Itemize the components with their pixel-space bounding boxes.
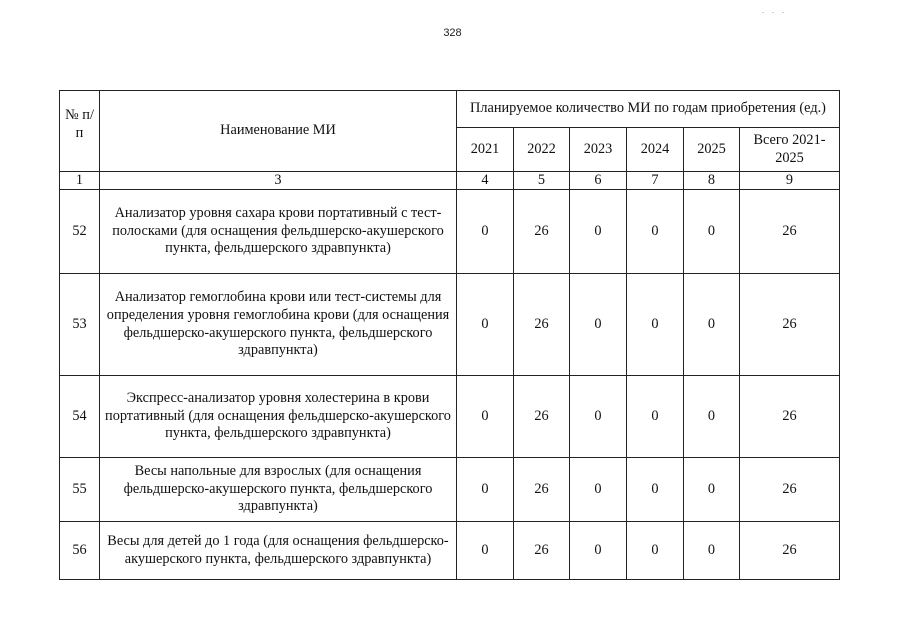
row-value-2021: 0 bbox=[457, 190, 514, 274]
table-row bbox=[60, 458, 840, 522]
column-number: 9 bbox=[740, 172, 840, 190]
row-value-2023: 0 bbox=[570, 522, 627, 580]
row-value-2023: 0 bbox=[570, 458, 627, 522]
row-item-name: Весы для детей до 1 года (для оснащения фельдшерско-акушерского пункта, фельдшерского здравпункта) bbox=[100, 522, 457, 580]
header-year-2021: 2021 bbox=[457, 128, 514, 172]
column-number: 4 bbox=[457, 172, 514, 190]
header-year-2023: 2023 bbox=[570, 128, 627, 172]
column-number: 1 bbox=[60, 172, 100, 190]
header-number: № п/п bbox=[60, 91, 100, 172]
row-value-2022: 26 bbox=[514, 274, 570, 376]
row-value-2022: 26 bbox=[514, 522, 570, 580]
equipment-table bbox=[59, 90, 840, 580]
column-number: 3 bbox=[100, 172, 457, 190]
row-value-2022: 26 bbox=[514, 190, 570, 274]
row-value-2024: 0 bbox=[627, 522, 684, 580]
header-year-2022: 2022 bbox=[514, 128, 570, 172]
page-number: 328 bbox=[443, 27, 462, 39]
table-row bbox=[60, 522, 840, 580]
column-number: 5 bbox=[514, 172, 570, 190]
row-value-2022: 26 bbox=[514, 376, 570, 458]
row-number: 56 bbox=[60, 522, 100, 580]
row-total: 26 bbox=[740, 376, 840, 458]
table-row bbox=[60, 376, 840, 458]
row-value-2021: 0 bbox=[457, 522, 514, 580]
column-number: 8 bbox=[684, 172, 740, 190]
row-value-2025: 0 bbox=[684, 376, 740, 458]
table-row bbox=[60, 190, 840, 274]
row-value-2022: 26 bbox=[514, 458, 570, 522]
row-total: 26 bbox=[740, 274, 840, 376]
row-item-name: Анализатор уровня сахара крови портативный с тест-полосками (для оснащения фельдшерско-акушерского пункта, фельдшерского здравпункта) bbox=[100, 190, 457, 274]
row-value-2025: 0 bbox=[684, 458, 740, 522]
column-numbers-row bbox=[60, 172, 840, 190]
row-item-name: Весы напольные для взрослых (для оснащения фельдшерско-акушерского пункта, фельдшерского здравпункта) bbox=[100, 458, 457, 522]
row-number: 54 bbox=[60, 376, 100, 458]
header-planned-quantity: Планируемое количество МИ по годам приобретения (ед.) bbox=[457, 91, 840, 128]
row-item-name: Анализатор гемоглобина крови или тест-системы для определения уровня гемоглобина крови (для оснащения фельдшерско-акушерского пункта, фельдшерского здравпункта) bbox=[100, 274, 457, 376]
header-name: Наименование МИ bbox=[100, 91, 457, 172]
row-value-2023: 0 bbox=[570, 190, 627, 274]
column-number: 6 bbox=[570, 172, 627, 190]
row-value-2023: 0 bbox=[570, 376, 627, 458]
row-value-2021: 0 bbox=[457, 458, 514, 522]
row-value-2025: 0 bbox=[684, 190, 740, 274]
row-number: 55 bbox=[60, 458, 100, 522]
row-total: 26 bbox=[740, 458, 840, 522]
row-value-2021: 0 bbox=[457, 376, 514, 458]
row-value-2024: 0 bbox=[627, 274, 684, 376]
row-value-2021: 0 bbox=[457, 274, 514, 376]
header-year-2024: 2024 bbox=[627, 128, 684, 172]
row-total: 26 bbox=[740, 190, 840, 274]
row-value-2024: 0 bbox=[627, 376, 684, 458]
row-total: 26 bbox=[740, 522, 840, 580]
row-value-2023: 0 bbox=[570, 274, 627, 376]
corner-mark: . . . bbox=[762, 6, 787, 15]
row-value-2025: 0 bbox=[684, 274, 740, 376]
row-item-name: Экспресс-анализатор уровня холестерина в крови портативный (для оснащения фельдшерско-акушерского пункта, фельдшерского здравпункта) bbox=[100, 376, 457, 458]
row-value-2025: 0 bbox=[684, 522, 740, 580]
row-value-2024: 0 bbox=[627, 190, 684, 274]
row-value-2024: 0 bbox=[627, 458, 684, 522]
table-row bbox=[60, 274, 840, 376]
header-total: Всего 2021-2025 bbox=[740, 128, 840, 172]
row-number: 52 bbox=[60, 190, 100, 274]
row-number: 53 bbox=[60, 274, 100, 376]
header-year-2025: 2025 bbox=[684, 128, 740, 172]
column-number: 7 bbox=[627, 172, 684, 190]
